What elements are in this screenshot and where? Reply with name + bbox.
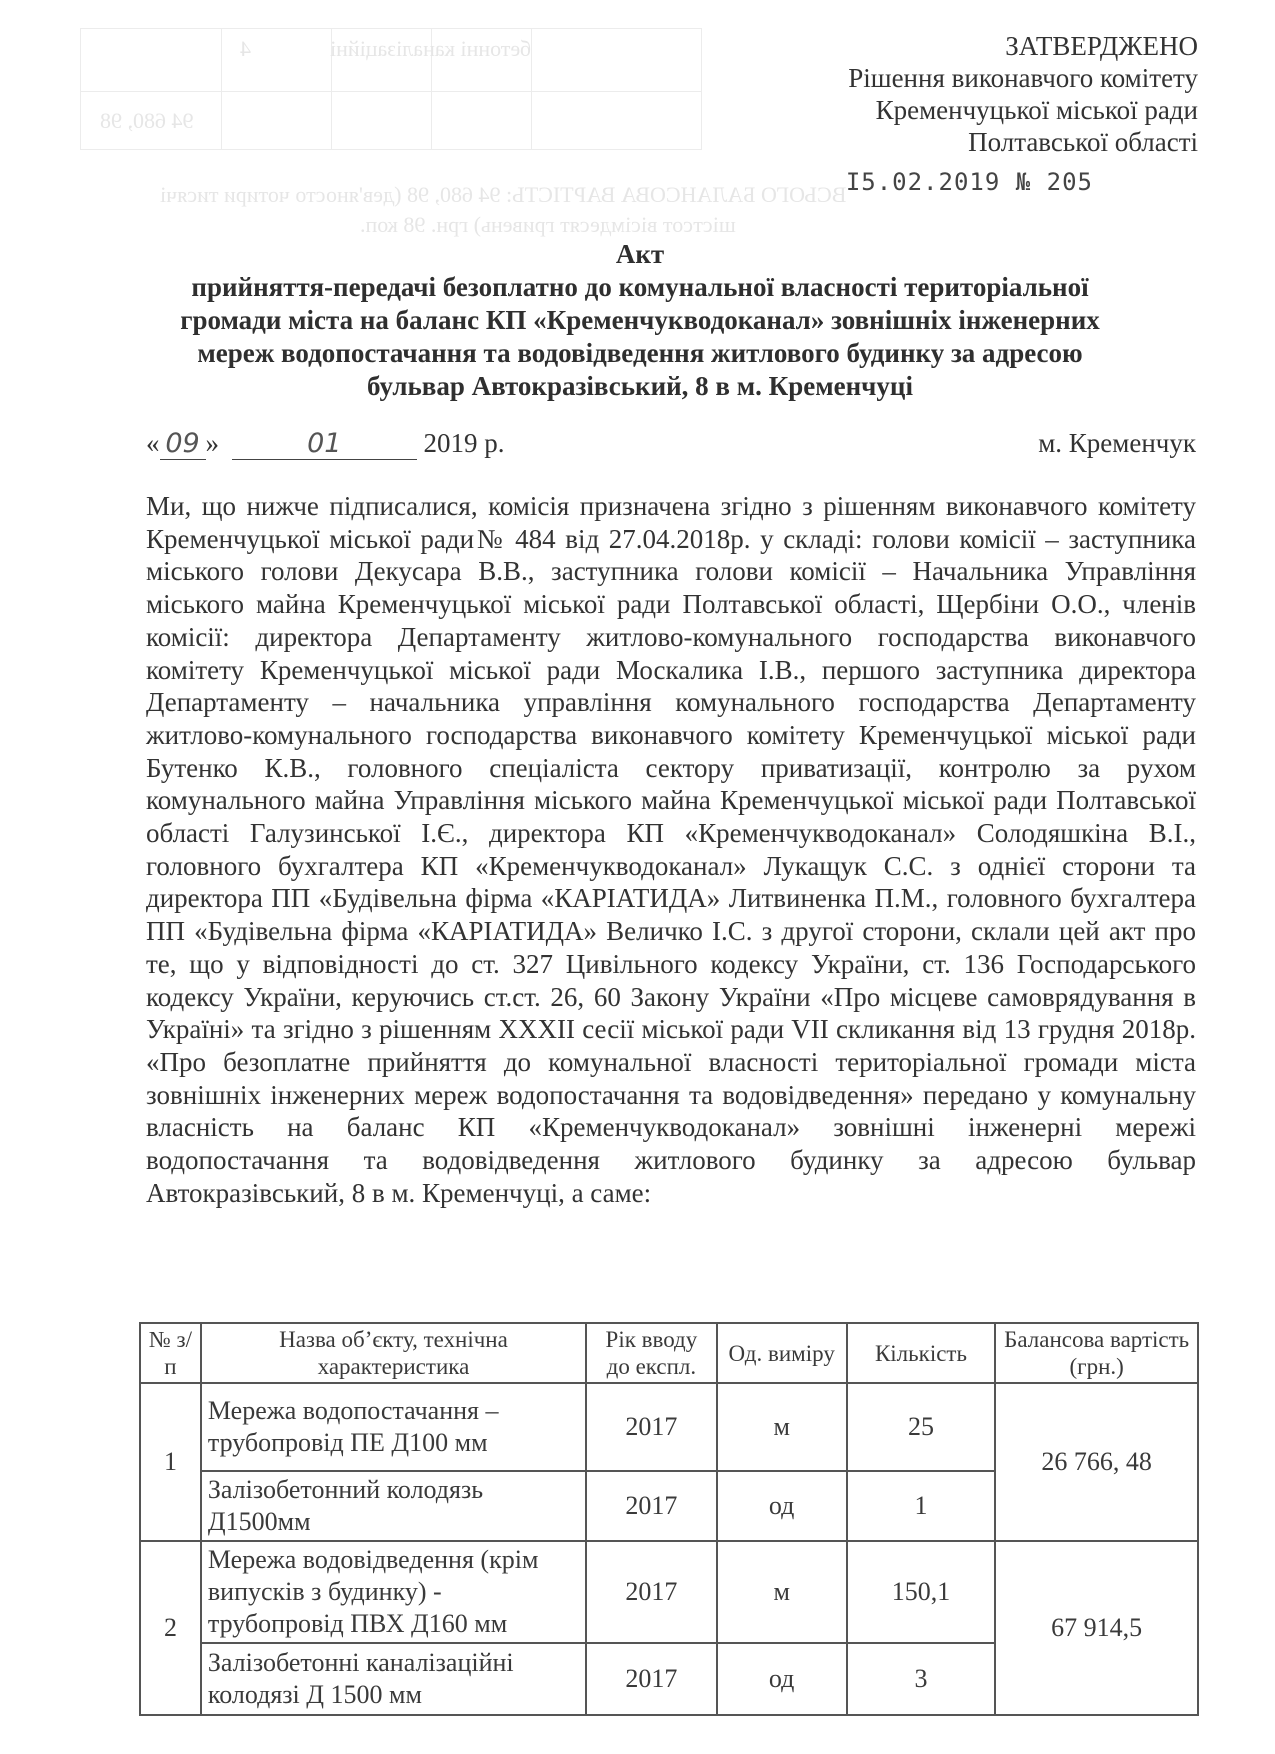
cell-year: 2017: [586, 1383, 717, 1471]
cell-year: 2017: [586, 1643, 717, 1715]
cell-name: Залізобетонні каналізаційні колодязі Д 1500 мм: [201, 1643, 586, 1715]
cell-num: 2: [140, 1541, 201, 1715]
cell-unit: м: [717, 1383, 847, 1471]
ghost-line: [81, 91, 701, 92]
title-doc-type: Акт: [615, 239, 665, 269]
header-value: Балансова вартість (грн.): [995, 1323, 1198, 1383]
cell-name: Мережа водовідведення (крім випусків з будинку) - трубопровід ПВХ Д160 мм: [201, 1541, 586, 1643]
date-line: [146, 428, 1196, 460]
cell-unit: м: [717, 1541, 847, 1643]
approval-line-2: Кременчуцької міської ради: [875, 95, 1198, 125]
bleed-through-digit: 4: [240, 36, 251, 61]
body-paragraph: Ми, що нижче підписалися, комісія призначена згідно з рішенням виконавчого комітету Кременчуцької міської ради№ 484 від 27.04.2018р. у складі: голови комісії – заступника міського голови Декусара В.В., заступника голови комісії – Начальника Управління міського майна Кременчуцької міської ради Полтавської області, Щербіни О.О., членів комісії: директора Департаменту житлово-комунального господарства виконавчого комітету Кременчуцької міської ради Москалика І.В., першого заступника директора Департаменту – начальника управління комунального господарства Департаменту житлово-комунального господарства виконавчого комітету Кременчуцької міської ради Бутенко К.В., головного спеціаліста сектору приватизації, контролю за рухом комунального майна Управління міського майна Кременчуцької міської ради Полтавської області Галузинської І.Є., директора КП «Кременчукводоканал» Солодяшкіна В.І., головного бухгалтера КП «Кременчукводоканал» Лукащук С.С. з однієї сторони та директора ПП «Будівельна фірма «КАРІАТИДА» Литвиненка П.М., головного бухгалтера ПП «Будівельна фірма «КАРІАТИДА» Величко І.С. з другої сторони, склали цей акт про те, що у відповідності до ст. 327 Цивільного кодексу України, ст. 136 Господарського кодексу України, керуючись ст.ст. 26, 60 Закону України «Про місцеве самоврядування в Україні» та згідно з рішенням ХХХІІ сесії міської ради VII скликання від 13 грудня 2018р. «Про безоплатне прийняття до комунальної власності територіальної громади міста зовнішніх інженерних мереж водопостачання та водовідведення» передано у комунальну власність на баланс КП «Кременчукводоканал» зовнішні інженерні мережі водопостачання та водовідведення житлового будинку за адресою бульвар Автокразівський, 8 в м. Кременчуці, а саме:: [146, 491, 1196, 1208]
cell-unit: од: [717, 1643, 847, 1715]
table-row: [140, 1541, 1198, 1643]
bleed-through-sum-2: шістсот вісімдесят гривень) грн. 98 коп.: [360, 212, 736, 237]
table-header-row: [140, 1323, 1198, 1383]
cell-year: 2017: [586, 1471, 717, 1541]
bleed-through-value: 94 680, 98: [100, 108, 194, 133]
open-quote: «: [146, 428, 160, 458]
bleed-through-sum-1: ВСЬОГО БАЛАНСОВА ВАРТІСТЬ: 94 680, 98 (дев'яносто чотири тисячі: [160, 182, 847, 207]
title-line-1: прийняття-передачі безоплатно до комунальної власності територіальної: [191, 272, 1089, 302]
cell-value: 26 766, 48: [995, 1383, 1198, 1541]
city-name: м. Кременчук: [1038, 428, 1196, 458]
header-name: Назва об’єкту, технічна характеристика: [201, 1323, 586, 1383]
bleed-through-fragment: бетонні каналізаційні: [330, 36, 532, 61]
cell-year: 2017: [586, 1541, 717, 1643]
header-num: № з/п: [140, 1323, 201, 1383]
approval-block: [846, 30, 1198, 198]
header-year: Рік вводу до експл.: [586, 1323, 717, 1383]
title-line-3: мереж водопостачання та водовідведення житлового будинку за адресою: [197, 338, 1083, 368]
approval-line-3: Полтавської області: [968, 127, 1198, 157]
cell-num: 1: [140, 1383, 201, 1541]
cell-qty: 1: [847, 1471, 996, 1541]
approval-stamp: I5.02.2019 № 205: [845, 168, 1093, 196]
handwritten-day: 09: [160, 428, 206, 460]
approval-heading: ЗАТВЕРДЖЕНО: [1005, 31, 1198, 61]
title-line-2: громади міста на баланс КП «Кременчукводоканал» зовнішніх інженерних: [180, 305, 1100, 335]
table-row: [140, 1383, 1198, 1471]
close-quote: »: [205, 428, 219, 458]
handwritten-month: 01: [232, 428, 417, 460]
approval-line-1: Рішення виконавчого комітету: [848, 63, 1198, 93]
date-year: 2019 р.: [423, 428, 505, 458]
cell-value: 67 914,5: [995, 1541, 1198, 1715]
ghost-line: [531, 29, 532, 149]
header-qty: Кількість: [847, 1323, 996, 1383]
cell-qty: 3: [847, 1643, 996, 1715]
cell-name: Мережа водопостачання – трубопровід ПЕ Д100 мм: [201, 1383, 586, 1471]
document-title: [130, 238, 1150, 403]
cell-qty: 150,1: [847, 1541, 996, 1643]
header-unit: Од. виміру: [717, 1323, 847, 1383]
items-table: [139, 1322, 1199, 1716]
title-line-4: бульвар Автокразівський, 8 в м. Кременчуці: [367, 371, 913, 401]
cell-qty: 25: [847, 1383, 996, 1471]
cell-name: Залізобетонний колодязь Д1500мм: [201, 1471, 586, 1541]
ghost-line: [221, 29, 222, 149]
cell-unit: од: [717, 1471, 847, 1541]
